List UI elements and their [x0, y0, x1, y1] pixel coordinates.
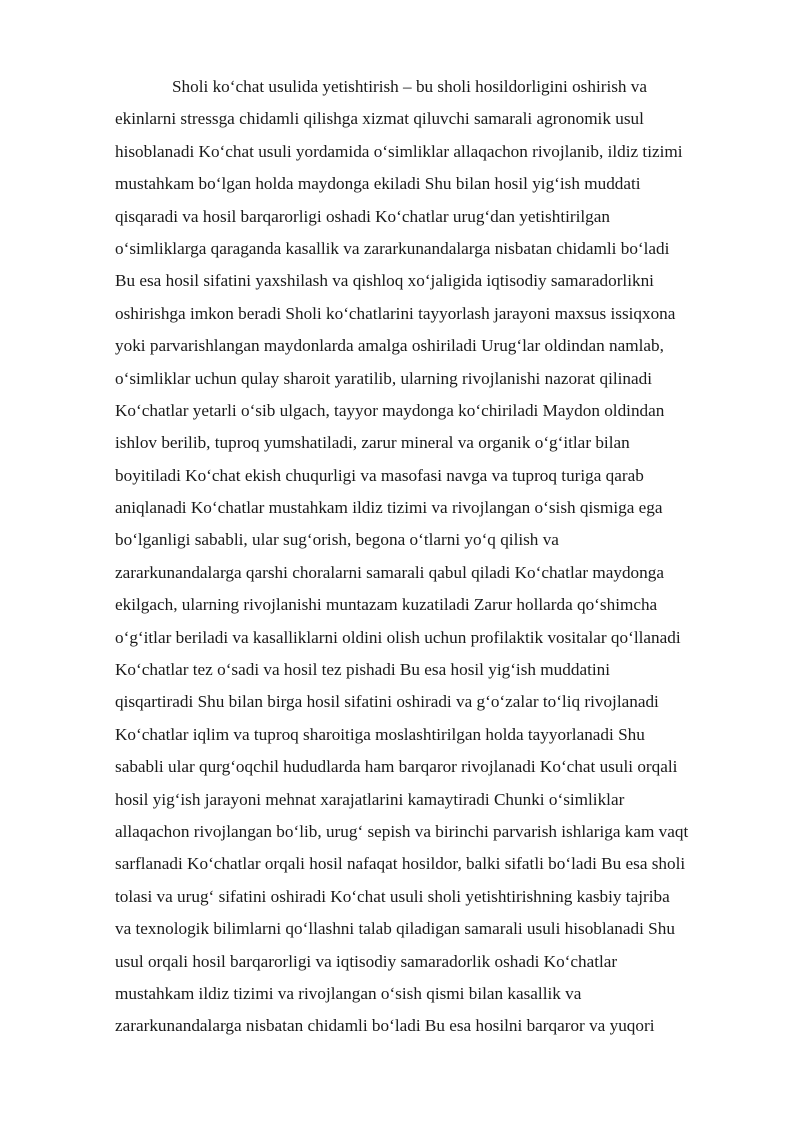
text-line: sababli ular qurgʻoqchil hududlarda ham barqaror rivojlanadi Koʻchat usuli orqali — [115, 757, 678, 777]
text-line: qisqartiradi Shu bilan birga hosil sifatini oshiradi va gʻoʻzalar toʻliq rivojlanadi — [115, 692, 659, 712]
text-line: oʻgʻitlar beriladi va kasalliklarni oldini olish uchun profilaktik vositalar qoʻllanadi — [115, 627, 681, 647]
body-paragraph — [115, 71, 745, 1043]
text-line: oʻsimliklar uchun qulay sharoit yaratilib, ularning rivojlanishi nazorat qilinadi — [115, 368, 652, 388]
text-line: ishlov berilib, tuproq yumshatiladi, zarur mineral va organik oʻgʻitlar bilan — [115, 433, 630, 453]
text-line: Bu esa hosil sifatini yaxshilash va qishloq xoʻjaligida iqtisodiy samaradorlikni — [115, 271, 654, 291]
text-line: mustahkam ildiz tizimi va rivojlangan oʻsish qismi bilan kasallik va — [115, 983, 582, 1003]
text-line: Sholi koʻchat usulida yetishtirish – bu sholi hosildorligini oshirish va — [172, 77, 648, 96]
text-line: Koʻchatlar tez oʻsadi va hosil tez pishadi Bu esa hosil yigʻish muddatini — [115, 660, 610, 680]
text-line: ekilgach, ularning rivojlanishi muntazam kuzatiladi Zarur hollarda qoʻshimcha — [115, 595, 658, 615]
text-line: allaqachon rivojlangan boʻlib, urugʻ sepish va birinchi parvarish ishlariga kam vaqt — [115, 821, 689, 841]
text-line: usul orqali hosil barqarorligi va iqtisodiy samaradorlik oshadi Koʻchatlar — [115, 951, 618, 971]
text-line: oʻsimliklarga qaraganda kasallik va zararkunandalarga nisbatan chidamli boʻladi — [115, 238, 670, 258]
text-line: zararkunandalarga nisbatan chidamli boʻladi Bu esa hosilni barqaror va yuqori — [115, 1016, 655, 1036]
text-line: aniqlanadi Koʻchatlar mustahkam ildiz tizimi va rivojlangan oʻsish qismiga ega — [115, 498, 663, 518]
text-line: Koʻchatlar yetarli oʻsib ulgach, tayyor maydonga koʻchiriladi Maydon oldindan — [115, 400, 665, 420]
text-line: hisoblanadi Koʻchat usuli yordamida oʻsimliklar allaqachon rivojlanib, ildiz tizimi — [115, 141, 683, 161]
text-line: zararkunandalarga qarshi choralarni samarali qabul qiladi Koʻchatlar maydonga — [115, 562, 664, 582]
text-line: hosil yigʻish jarayoni mehnat xarajatlarini kamaytiradi Chunki oʻsimliklar — [115, 789, 625, 809]
text-line: boyitiladi Koʻchat ekish chuqurligi va masofasi navga va tuproq turiga qarab — [115, 465, 644, 485]
text-line: oshirishga imkon beradi Sholi koʻchatlarini tayyorlash jarayoni maxsus issiqxona — [115, 303, 676, 323]
text-line: mustahkam boʻlgan holda maydonga ekiladi Shu bilan hosil yigʻish muddati — [115, 174, 641, 194]
text-line: qisqaradi va hosil barqarorligi oshadi Koʻchatlar urugʻdan yetishtirilgan — [115, 206, 610, 226]
text-line: yoki parvarishlangan maydonlarda amalga oshiriladi Urugʻlar oldindan namlab, — [115, 336, 664, 356]
text-line: tolasi va urugʻ sifatini oshiradi Koʻchat usuli sholi yetishtirishning kasbiy tajriba — [115, 886, 670, 906]
text-line: va texnologik bilimlarni qoʻllashni talab qiladigan samarali usuli hisoblanadi Shu — [115, 919, 675, 939]
text-line: boʻlganligi sababli, ular sugʻorish, begona oʻtlarni yoʻq qilish va — [115, 530, 559, 550]
text-line: sarflanadi Koʻchatlar orqali hosil nafaqat hosildor, balki sifatli boʻladi Bu esa sholi — [115, 854, 686, 874]
text-line: Koʻchatlar iqlim va tuproq sharoitiga moslashtirilgan holda tayyorlanadi Shu — [115, 724, 645, 744]
text-line: ekinlarni stressga chidamli qilishga xizmat qiluvchi samarali agronomik usul — [115, 109, 644, 129]
